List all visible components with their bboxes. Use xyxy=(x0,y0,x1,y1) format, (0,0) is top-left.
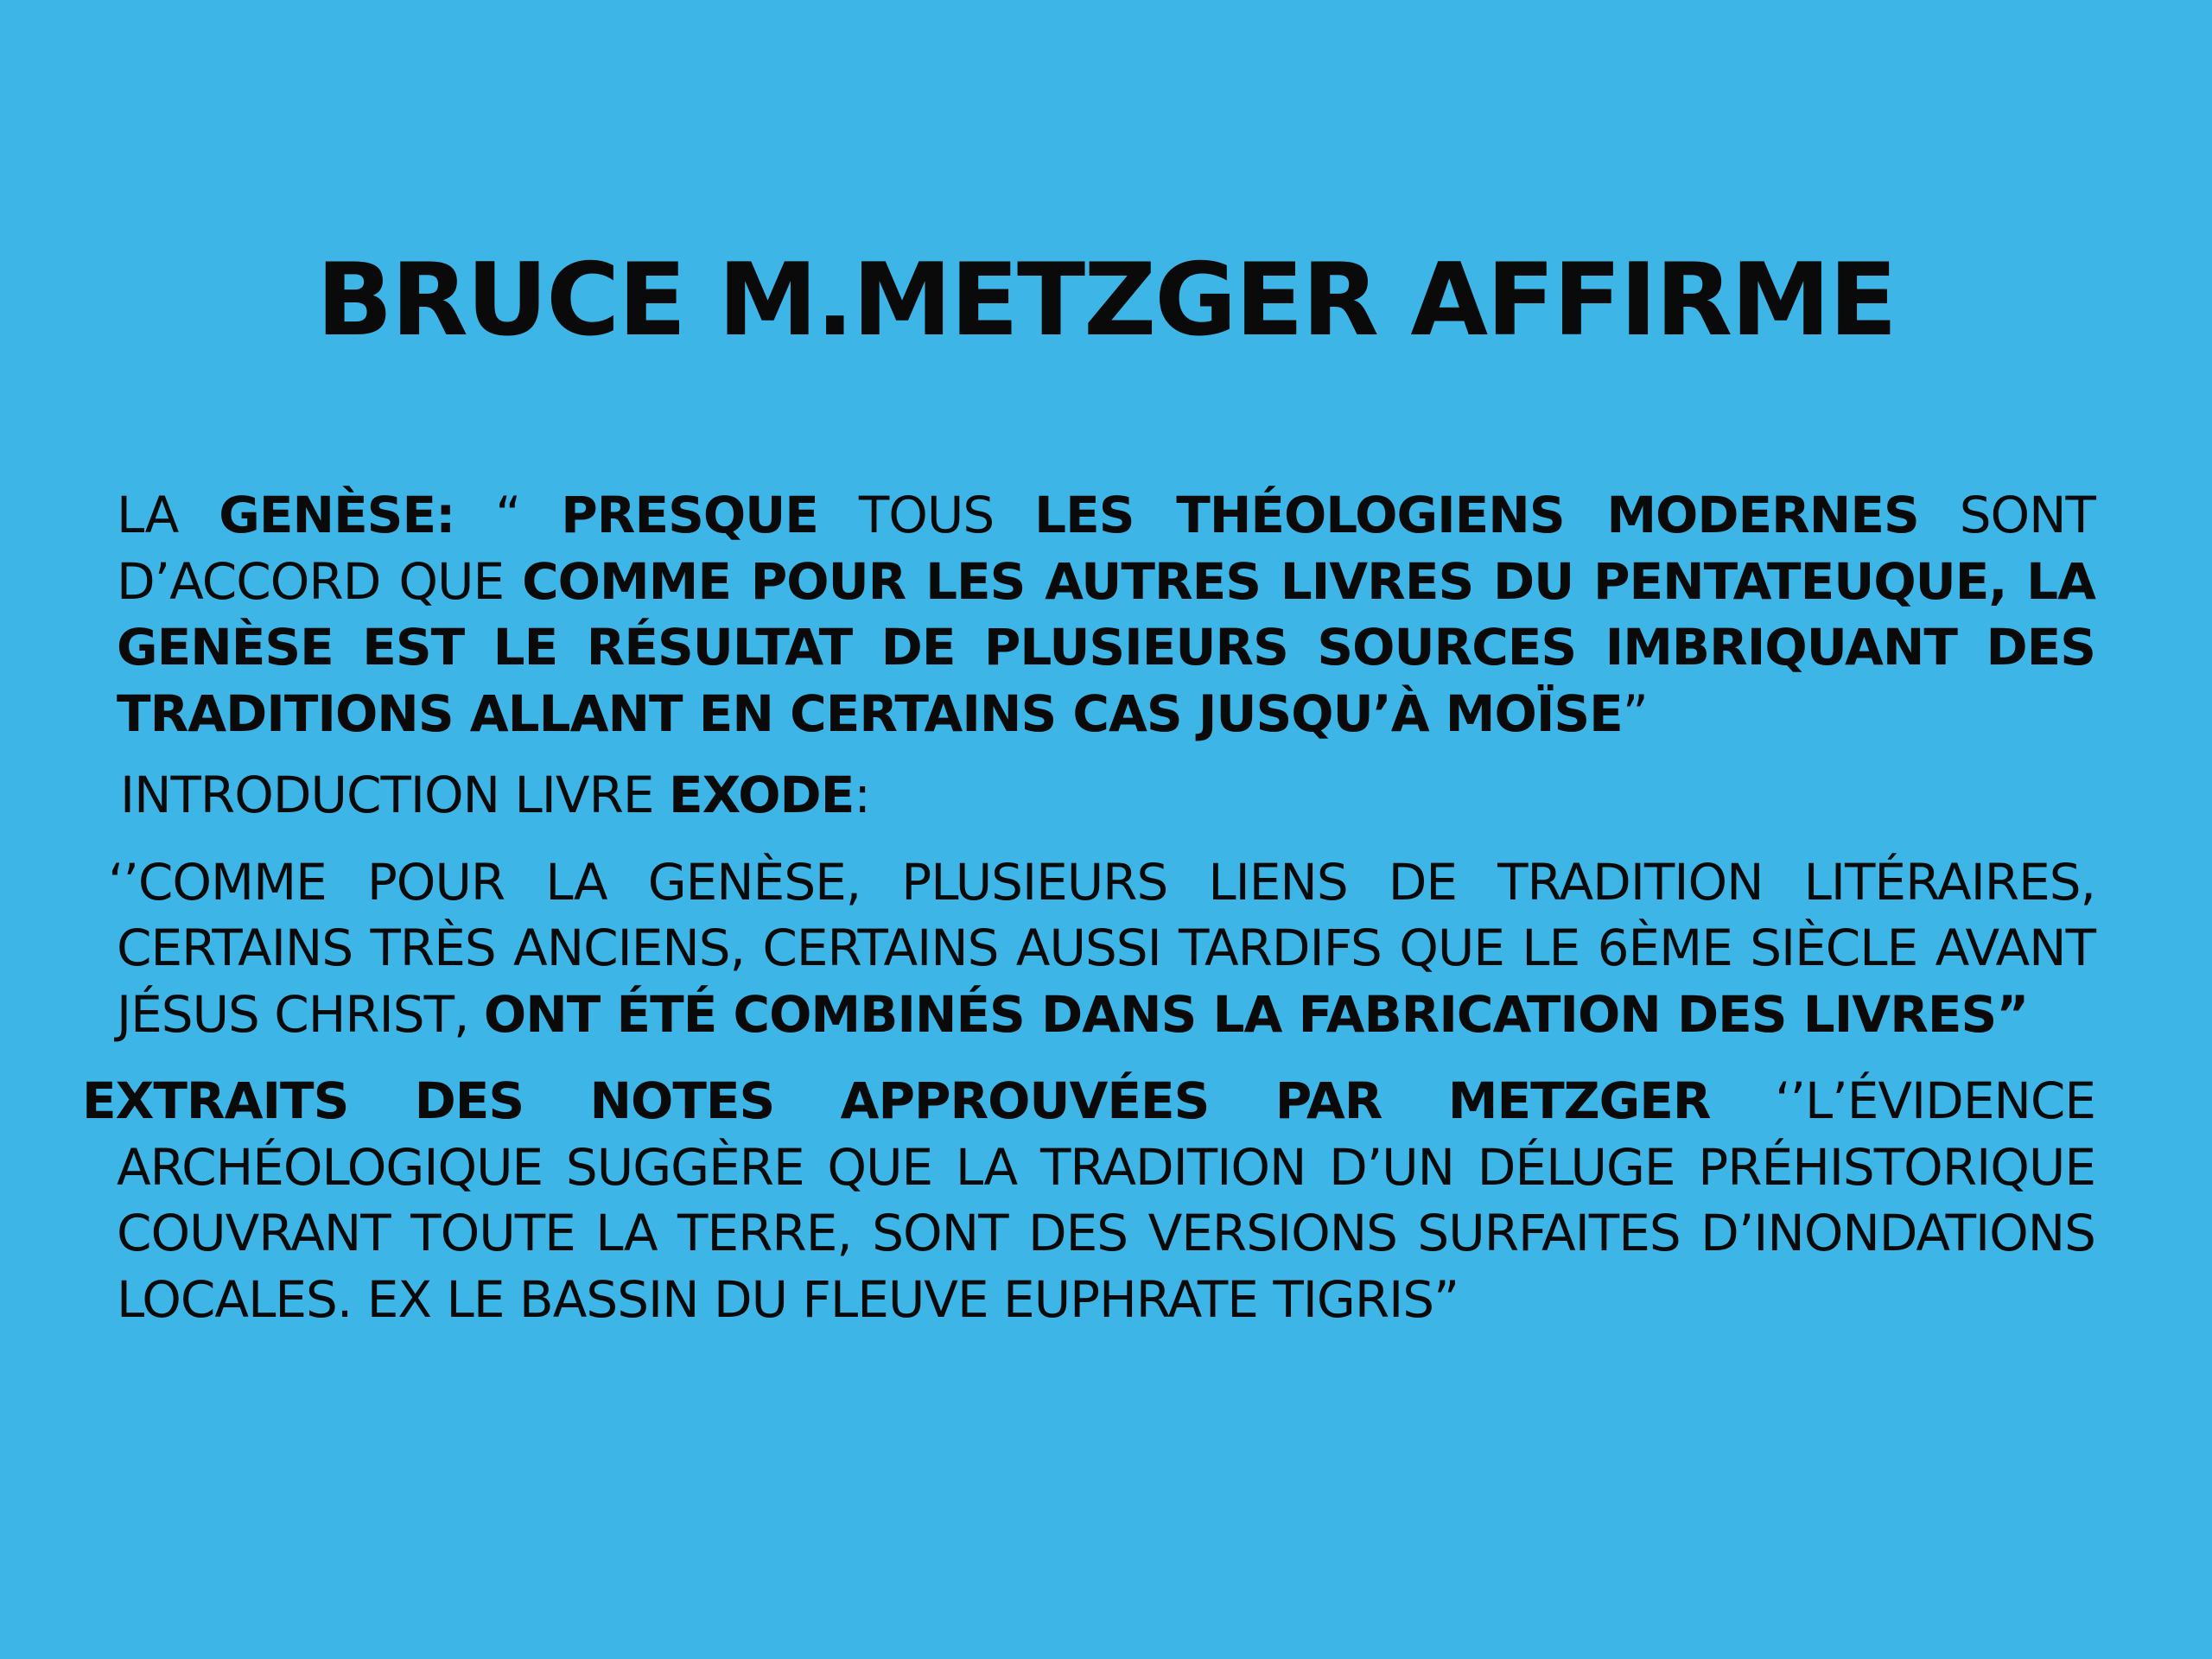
paragraph-exode-intro-text-2: EXODE xyxy=(668,766,855,824)
slide-body xyxy=(82,482,2095,1332)
paragraph-genese-text-5: TOUS xyxy=(817,486,1035,544)
paragraph-exode-quote-text-2: ONT ÉTÉ COMBINÉS DANS LA FABRICATION DES LIVRES” xyxy=(483,984,2029,1044)
paragraph-genese-text-2: GENÈSE: xyxy=(219,486,455,544)
paragraph-genese-text-1: LA xyxy=(117,486,219,544)
paragraph-genese-text-7: SONT D’ACCORD QUE xyxy=(117,486,2095,611)
slide-title: BRUCE M.METZGER AFFIRME xyxy=(316,242,1896,359)
paragraph-genese xyxy=(117,482,2095,747)
paragraph-metzger-notes xyxy=(82,1068,2095,1332)
paragraph-genese-text-4: PRESQUE xyxy=(561,486,818,544)
paragraph-exode-intro-text-3: : xyxy=(854,766,870,824)
paragraph-exode-quote xyxy=(108,849,2095,1048)
paragraph-genese-text-8: COMME POUR LES AUTRES LIVRES DU PENTATEUQUE, LA GENÈSE EST LE RÉSULTAT DE PLUSIEURS SOURCES IMBRIQUANT DES TRADITIONS ALLANT EN CERTAINS CAS JUSQU’À MOÏSE xyxy=(117,551,2095,743)
paragraph-metzger-notes-text-1: EXTRAITS DES NOTES APPROUVÉES PAR METZGER xyxy=(82,1071,1711,1130)
paragraph-exode-intro-text-1: INTRODUCTION LIVRE xyxy=(120,766,669,824)
paragraph-exode-quote-text-1: ‘’COMME POUR LA GENÈSE, PLUSIEURS LIENS DE TRADITION LITÉRAIRES, CERTAINS TRÈS ANCIENS, CERTAINS AUSSI TARDIFS QUE LE 6ÈME SIÈCLE AVANT JÉSUS CHRIST, xyxy=(108,852,2095,1044)
paragraph-metzger-notes-text-2: ‘’L’ÉVIDENCE ARCHÉOLOGIQUE SUGGÈRE QUE LA TRADITION D’UN DÉLUGE PRÉHISTORIQUE COUVRANT TOUTE LA TERRE, SONT DES VERSIONS SURFAITES D’INONDATIONS LOCALES. EX LE BASSIN DU FLEUVE EUPHRATE TIGRIS” xyxy=(117,1071,2095,1329)
paragraph-genese-text-9: ” xyxy=(1622,683,1648,743)
paragraph-genese-text-6: LES THÉOLOGIENS MODERNES xyxy=(1034,486,1919,544)
paragraph-genese-text-3: “ xyxy=(454,486,562,544)
paragraph-exode-intro xyxy=(117,762,2095,829)
